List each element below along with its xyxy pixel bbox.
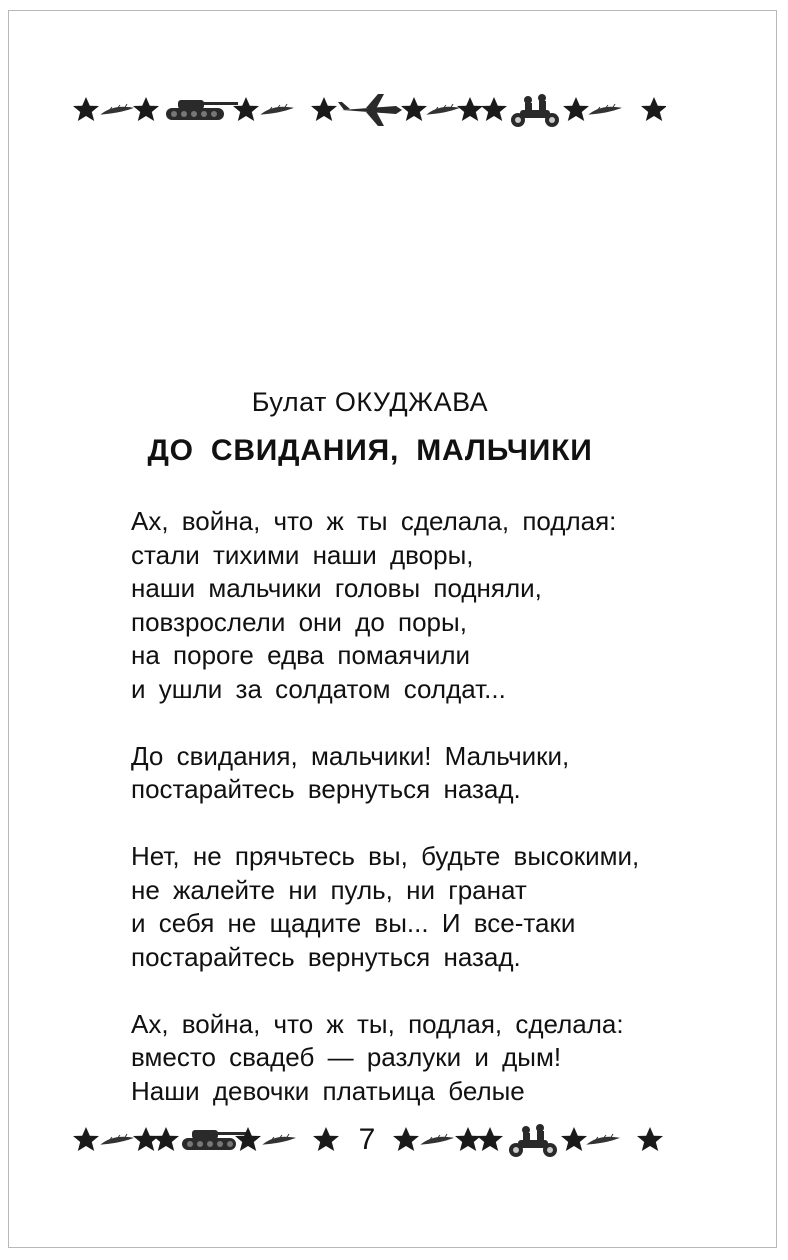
stanza	[131, 505, 639, 706]
poem-line: стали тихими наши дворы,	[131, 539, 474, 570]
poem-line: вместо свадеб — разлуки и дым!	[131, 1042, 562, 1072]
tank-icon	[166, 100, 238, 120]
poem-line: Ах, война, что ж ты, подлая, сделала:	[131, 1008, 624, 1039]
motorcycle-icon	[511, 94, 559, 127]
star-icon	[133, 97, 159, 121]
star-icon	[73, 97, 99, 121]
laurel-branch-icon	[590, 104, 620, 114]
airplane-icon	[338, 94, 402, 126]
star-icon	[481, 97, 507, 121]
star-icon	[455, 1127, 481, 1151]
stanza	[131, 740, 639, 807]
laurel-branch-icon	[588, 1134, 618, 1144]
ornament-strip	[66, 88, 666, 132]
star-icon	[233, 97, 259, 121]
star-icon	[563, 97, 589, 121]
stanza	[131, 840, 639, 974]
page-number: 7	[358, 1123, 376, 1156]
star-icon	[457, 97, 483, 121]
poem-line: не жалейте ни пуль, ни гранат	[131, 874, 527, 905]
poem-line: Ах, война, что ж ты сделала, подлая:	[131, 506, 617, 536]
star-icon	[641, 97, 666, 121]
star-icon	[153, 1127, 179, 1151]
laurel-branch-icon	[102, 104, 132, 114]
star-icon	[73, 1127, 99, 1151]
top-ornament	[66, 88, 666, 132]
star-icon	[313, 1127, 339, 1151]
star-icon	[133, 1127, 159, 1151]
author-line	[0, 387, 740, 418]
author-first-name: Булат	[251, 387, 327, 417]
star-icon	[477, 1127, 503, 1151]
poem-line: наши мальчики головы подняли,	[131, 573, 542, 603]
poem-line: и ушли за солдатом солдат...	[131, 673, 506, 704]
star-icon	[393, 1127, 419, 1151]
poem-line: До свидания, мальчики! Мальчики,	[131, 740, 570, 771]
poem-line: повзрослели они до поры,	[131, 606, 467, 637]
star-icon	[401, 97, 427, 121]
poem-title: ДО СВИДАНИЯ, МАЛЬЧИКИ	[147, 434, 593, 467]
poem-body	[131, 505, 639, 1142]
motorcycle-icon	[509, 1124, 557, 1157]
poem-line: и себя не щадите вы... И все-таки	[131, 908, 576, 938]
star-icon	[561, 1127, 587, 1151]
star-icon	[235, 1127, 261, 1151]
poem-line: постарайтесь вернуться назад.	[131, 941, 521, 972]
poem-line: Нет, не прячьтесь вы, будьте высокими,	[131, 841, 640, 871]
laurel-branch-icon	[262, 104, 292, 114]
laurel-branch-icon	[422, 1134, 452, 1144]
laurel-branch-icon	[102, 1134, 132, 1144]
laurel-branch-icon	[264, 1134, 294, 1144]
star-icon	[637, 1127, 663, 1151]
laurel-branch-icon	[428, 104, 458, 114]
poem-line: на пороге едва помаячили	[131, 640, 471, 670]
poem-line: Наши девочки платьица белые	[131, 1075, 525, 1106]
poem-line: постарайтесь вернуться назад.	[131, 774, 521, 804]
stanza	[131, 1008, 639, 1109]
star-icon	[311, 97, 337, 121]
author-surname: ОКУДЖАВА	[334, 387, 489, 417]
